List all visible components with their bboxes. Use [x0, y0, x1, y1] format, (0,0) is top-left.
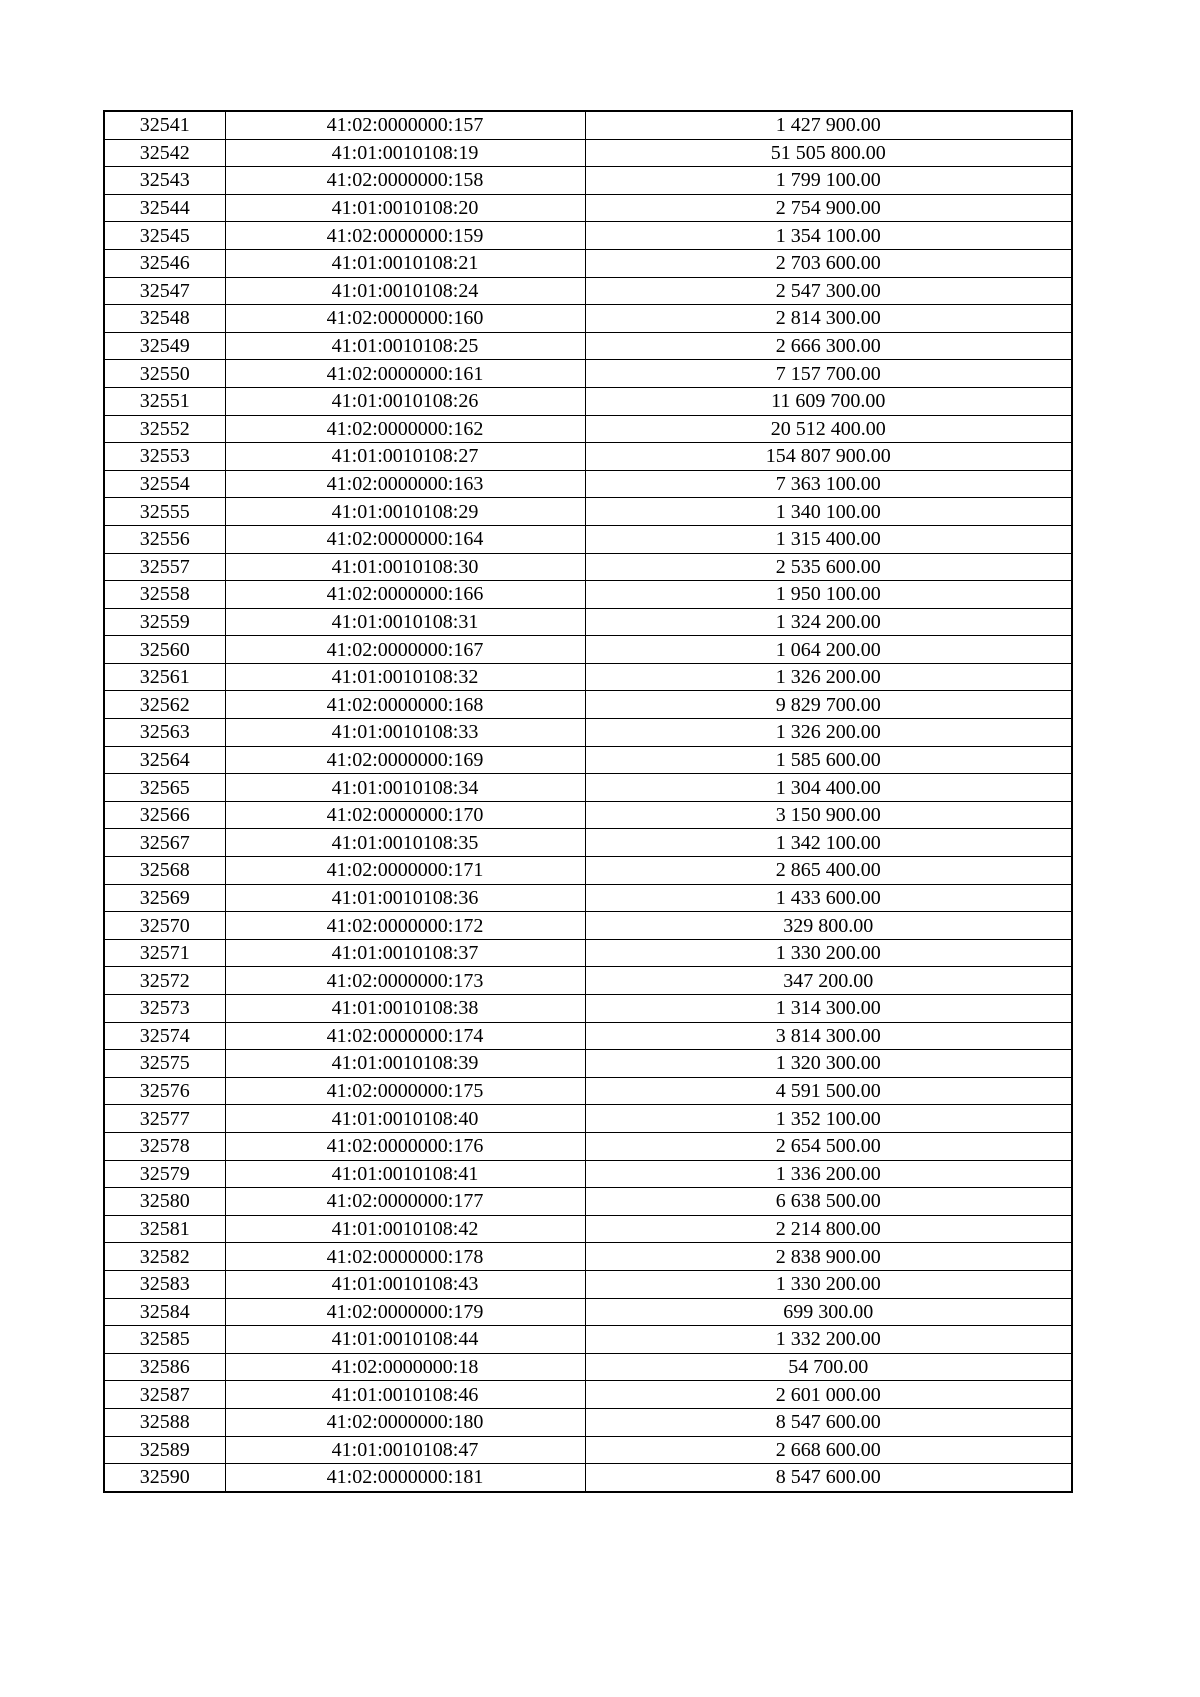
- cadastral-number-cell: 41:01:0010108:47: [225, 1436, 585, 1464]
- cadastral-number-cell: 41:02:0000000:173: [225, 967, 585, 995]
- cadastral-number-cell: 41:02:0000000:157: [225, 111, 585, 139]
- cadastral-number-cell: 41:02:0000000:160: [225, 305, 585, 333]
- cadastral-value-table: [103, 110, 1073, 1493]
- cadastral-number-cell: 41:02:0000000:159: [225, 222, 585, 250]
- cadastral-number-cell: 41:01:0010108:39: [225, 1050, 585, 1078]
- cadastral-number-cell: 41:02:0000000:179: [225, 1298, 585, 1326]
- table-row: [104, 415, 1072, 443]
- cadastral-number-cell: 41:01:0010108:42: [225, 1215, 585, 1243]
- table-row: [104, 1408, 1072, 1436]
- cadastral-value-cell: 1 064 200.00: [585, 636, 1072, 664]
- cadastral-value-cell: 2 535 600.00: [585, 553, 1072, 581]
- cadastral-value-cell: 1 433 600.00: [585, 884, 1072, 912]
- cadastral-number-cell: 41:01:0010108:19: [225, 139, 585, 167]
- cadastral-value-cell: 8 547 600.00: [585, 1464, 1072, 1492]
- cadastral-value-cell: 2 703 600.00: [585, 249, 1072, 277]
- cadastral-value-cell: 9 829 700.00: [585, 691, 1072, 719]
- cadastral-value-cell: 2 601 000.00: [585, 1381, 1072, 1409]
- table-row: [104, 387, 1072, 415]
- cadastral-value-cell: 2 547 300.00: [585, 277, 1072, 305]
- cadastral-number-cell: 41:01:0010108:36: [225, 884, 585, 912]
- cadastral-number-cell: 41:01:0010108:46: [225, 1381, 585, 1409]
- row-number-cell: 32566: [104, 801, 225, 829]
- cadastral-value-cell: 329 800.00: [585, 912, 1072, 940]
- row-number-cell: 32543: [104, 167, 225, 195]
- cadastral-value-cell: 1 304 400.00: [585, 774, 1072, 802]
- cadastral-value-cell: 3 814 300.00: [585, 1022, 1072, 1050]
- table-row: [104, 332, 1072, 360]
- cadastral-number-cell: 41:01:0010108:31: [225, 608, 585, 636]
- cadastral-number-cell: 41:02:0000000:163: [225, 470, 585, 498]
- table-row: [104, 470, 1072, 498]
- table-row: [104, 884, 1072, 912]
- table-row: [104, 801, 1072, 829]
- table-row: [104, 1077, 1072, 1105]
- table-row: [104, 277, 1072, 305]
- table-row: [104, 1022, 1072, 1050]
- cadastral-value-cell: 1 314 300.00: [585, 995, 1072, 1023]
- cadastral-value-cell: 699 300.00: [585, 1298, 1072, 1326]
- row-number-cell: 32588: [104, 1408, 225, 1436]
- cadastral-value-cell: 2 668 600.00: [585, 1436, 1072, 1464]
- cadastral-number-cell: 41:01:0010108:29: [225, 498, 585, 526]
- cadastral-number-cell: 41:02:0000000:172: [225, 912, 585, 940]
- row-number-cell: 32587: [104, 1381, 225, 1409]
- cadastral-number-cell: 41:01:0010108:44: [225, 1326, 585, 1354]
- cadastral-number-cell: 41:01:0010108:27: [225, 443, 585, 471]
- table-row: [104, 222, 1072, 250]
- cadastral-value-cell: 7 157 700.00: [585, 360, 1072, 388]
- table-row: [104, 443, 1072, 471]
- cadastral-value-cell: 1 352 100.00: [585, 1105, 1072, 1133]
- cadastral-value-cell: 1 799 100.00: [585, 167, 1072, 195]
- cadastral-value-cell: 3 150 900.00: [585, 801, 1072, 829]
- cadastral-number-cell: 41:02:0000000:177: [225, 1188, 585, 1216]
- table-row: [104, 1464, 1072, 1492]
- cadastral-value-cell: 154 807 900.00: [585, 443, 1072, 471]
- cadastral-number-cell: 41:02:0000000:161: [225, 360, 585, 388]
- cadastral-number-cell: 41:01:0010108:35: [225, 829, 585, 857]
- table-row: [104, 1326, 1072, 1354]
- row-number-cell: 32558: [104, 581, 225, 609]
- cadastral-value-cell: 1 427 900.00: [585, 111, 1072, 139]
- cadastral-value-cell: 1 326 200.00: [585, 663, 1072, 691]
- table-row: [104, 719, 1072, 747]
- table-row: [104, 167, 1072, 195]
- row-number-cell: 32548: [104, 305, 225, 333]
- table-row: [104, 939, 1072, 967]
- row-number-cell: 32574: [104, 1022, 225, 1050]
- table-row: [104, 995, 1072, 1023]
- row-number-cell: 32568: [104, 857, 225, 885]
- table-row: [104, 608, 1072, 636]
- cadastral-value-cell: 1 330 200.00: [585, 1270, 1072, 1298]
- cadastral-value-cell: 1 330 200.00: [585, 939, 1072, 967]
- cadastral-number-cell: 41:02:0000000:164: [225, 525, 585, 553]
- cadastral-number-cell: 41:01:0010108:32: [225, 663, 585, 691]
- cadastral-number-cell: 41:01:0010108:43: [225, 1270, 585, 1298]
- row-number-cell: 32589: [104, 1436, 225, 1464]
- row-number-cell: 32550: [104, 360, 225, 388]
- cadastral-value-cell: 1 354 100.00: [585, 222, 1072, 250]
- table-row: [104, 581, 1072, 609]
- table-row: [104, 360, 1072, 388]
- cadastral-value-cell: 4 591 500.00: [585, 1077, 1072, 1105]
- table-row: [104, 967, 1072, 995]
- table-row: [104, 1132, 1072, 1160]
- table-body: [104, 111, 1072, 1492]
- cadastral-value-cell: 2 754 900.00: [585, 194, 1072, 222]
- cadastral-value-cell: 1 950 100.00: [585, 581, 1072, 609]
- cadastral-number-cell: 41:02:0000000:166: [225, 581, 585, 609]
- table-row: [104, 663, 1072, 691]
- table-row: [104, 194, 1072, 222]
- row-number-cell: 32579: [104, 1160, 225, 1188]
- table-row: [104, 1270, 1072, 1298]
- table-row: [104, 305, 1072, 333]
- cadastral-number-cell: 41:01:0010108:38: [225, 995, 585, 1023]
- cadastral-number-cell: 41:02:0000000:171: [225, 857, 585, 885]
- cadastral-value-cell: 1 315 400.00: [585, 525, 1072, 553]
- row-number-cell: 32557: [104, 553, 225, 581]
- cadastral-value-cell: 2 214 800.00: [585, 1215, 1072, 1243]
- table-row: [104, 111, 1072, 139]
- cadastral-value-cell: 11 609 700.00: [585, 387, 1072, 415]
- cadastral-value-cell: 347 200.00: [585, 967, 1072, 995]
- row-number-cell: 32580: [104, 1188, 225, 1216]
- cadastral-number-cell: 41:01:0010108:20: [225, 194, 585, 222]
- cadastral-value-cell: 1 585 600.00: [585, 746, 1072, 774]
- cadastral-value-cell: 7 363 100.00: [585, 470, 1072, 498]
- row-number-cell: 32556: [104, 525, 225, 553]
- table-row: [104, 1298, 1072, 1326]
- cadastral-value-cell: 1 336 200.00: [585, 1160, 1072, 1188]
- row-number-cell: 32564: [104, 746, 225, 774]
- row-number-cell: 32544: [104, 194, 225, 222]
- row-number-cell: 32582: [104, 1243, 225, 1271]
- row-number-cell: 32570: [104, 912, 225, 940]
- row-number-cell: 32554: [104, 470, 225, 498]
- row-number-cell: 32551: [104, 387, 225, 415]
- row-number-cell: 32552: [104, 415, 225, 443]
- row-number-cell: 32542: [104, 139, 225, 167]
- cadastral-number-cell: 41:01:0010108:21: [225, 249, 585, 277]
- table-row: [104, 1050, 1072, 1078]
- cadastral-number-cell: 41:02:0000000:181: [225, 1464, 585, 1492]
- cadastral-value-cell: 1 320 300.00: [585, 1050, 1072, 1078]
- row-number-cell: 32573: [104, 995, 225, 1023]
- row-number-cell: 32569: [104, 884, 225, 912]
- row-number-cell: 32581: [104, 1215, 225, 1243]
- cadastral-number-cell: 41:02:0000000:174: [225, 1022, 585, 1050]
- row-number-cell: 32586: [104, 1353, 225, 1381]
- cadastral-value-cell: 20 512 400.00: [585, 415, 1072, 443]
- table-row: [104, 636, 1072, 664]
- row-number-cell: 32562: [104, 691, 225, 719]
- row-number-cell: 32565: [104, 774, 225, 802]
- row-number-cell: 32567: [104, 829, 225, 857]
- cadastral-number-cell: 41:02:0000000:176: [225, 1132, 585, 1160]
- table-row: [104, 249, 1072, 277]
- cadastral-number-cell: 41:01:0010108:37: [225, 939, 585, 967]
- table-row: [104, 553, 1072, 581]
- row-number-cell: 32547: [104, 277, 225, 305]
- cadastral-value-cell: 1 324 200.00: [585, 608, 1072, 636]
- cadastral-number-cell: 41:02:0000000:167: [225, 636, 585, 664]
- table-row: [104, 1353, 1072, 1381]
- cadastral-value-cell: 2 666 300.00: [585, 332, 1072, 360]
- row-number-cell: 32560: [104, 636, 225, 664]
- cadastral-number-cell: 41:02:0000000:175: [225, 1077, 585, 1105]
- cadastral-number-cell: 41:02:0000000:170: [225, 801, 585, 829]
- cadastral-value-cell: 6 638 500.00: [585, 1188, 1072, 1216]
- cadastral-number-cell: 41:01:0010108:30: [225, 553, 585, 581]
- row-number-cell: 32561: [104, 663, 225, 691]
- row-number-cell: 32559: [104, 608, 225, 636]
- table-row: [104, 1243, 1072, 1271]
- table-row: [104, 525, 1072, 553]
- cadastral-number-cell: 41:02:0000000:178: [225, 1243, 585, 1271]
- row-number-cell: 32575: [104, 1050, 225, 1078]
- row-number-cell: 32584: [104, 1298, 225, 1326]
- table-row: [104, 691, 1072, 719]
- table-row: [104, 912, 1072, 940]
- cadastral-number-cell: 41:02:0000000:18: [225, 1353, 585, 1381]
- cadastral-value-cell: 54 700.00: [585, 1353, 1072, 1381]
- row-number-cell: 32572: [104, 967, 225, 995]
- cadastral-value-cell: 2 654 500.00: [585, 1132, 1072, 1160]
- row-number-cell: 32553: [104, 443, 225, 471]
- cadastral-number-cell: 41:01:0010108:24: [225, 277, 585, 305]
- row-number-cell: 32576: [104, 1077, 225, 1105]
- cadastral-number-cell: 41:01:0010108:34: [225, 774, 585, 802]
- cadastral-number-cell: 41:02:0000000:162: [225, 415, 585, 443]
- cadastral-number-cell: 41:01:0010108:33: [225, 719, 585, 747]
- row-number-cell: 32578: [104, 1132, 225, 1160]
- row-number-cell: 32585: [104, 1326, 225, 1354]
- row-number-cell: 32549: [104, 332, 225, 360]
- cadastral-number-cell: 41:02:0000000:169: [225, 746, 585, 774]
- cadastral-number-cell: 41:02:0000000:158: [225, 167, 585, 195]
- cadastral-value-cell: 1 326 200.00: [585, 719, 1072, 747]
- table-row: [104, 1381, 1072, 1409]
- cadastral-number-cell: 41:01:0010108:40: [225, 1105, 585, 1133]
- cadastral-value-cell: 2 838 900.00: [585, 1243, 1072, 1271]
- cadastral-number-cell: 41:01:0010108:25: [225, 332, 585, 360]
- cadastral-number-cell: 41:01:0010108:26: [225, 387, 585, 415]
- table-row: [104, 139, 1072, 167]
- row-number-cell: 32577: [104, 1105, 225, 1133]
- cadastral-value-cell: 51 505 800.00: [585, 139, 1072, 167]
- table-row: [104, 1105, 1072, 1133]
- cadastral-value-cell: 2 865 400.00: [585, 857, 1072, 885]
- table-row: [104, 1188, 1072, 1216]
- table-row: [104, 498, 1072, 526]
- table-row: [104, 1436, 1072, 1464]
- cadastral-number-cell: 41:01:0010108:41: [225, 1160, 585, 1188]
- cadastral-number-cell: 41:02:0000000:168: [225, 691, 585, 719]
- row-number-cell: 32541: [104, 111, 225, 139]
- table-row: [104, 1160, 1072, 1188]
- row-number-cell: 32545: [104, 222, 225, 250]
- cadastral-number-cell: 41:02:0000000:180: [225, 1408, 585, 1436]
- row-number-cell: 32583: [104, 1270, 225, 1298]
- table-row: [104, 829, 1072, 857]
- cadastral-value-cell: 2 814 300.00: [585, 305, 1072, 333]
- cadastral-value-cell: 1 340 100.00: [585, 498, 1072, 526]
- cadastral-value-cell: 1 342 100.00: [585, 829, 1072, 857]
- row-number-cell: 32571: [104, 939, 225, 967]
- cadastral-value-cell: 8 547 600.00: [585, 1408, 1072, 1436]
- table-row: [104, 774, 1072, 802]
- table-row: [104, 746, 1072, 774]
- table-row: [104, 857, 1072, 885]
- cadastral-value-cell: 1 332 200.00: [585, 1326, 1072, 1354]
- table-row: [104, 1215, 1072, 1243]
- row-number-cell: 32546: [104, 249, 225, 277]
- row-number-cell: 32563: [104, 719, 225, 747]
- row-number-cell: 32555: [104, 498, 225, 526]
- row-number-cell: 32590: [104, 1464, 225, 1492]
